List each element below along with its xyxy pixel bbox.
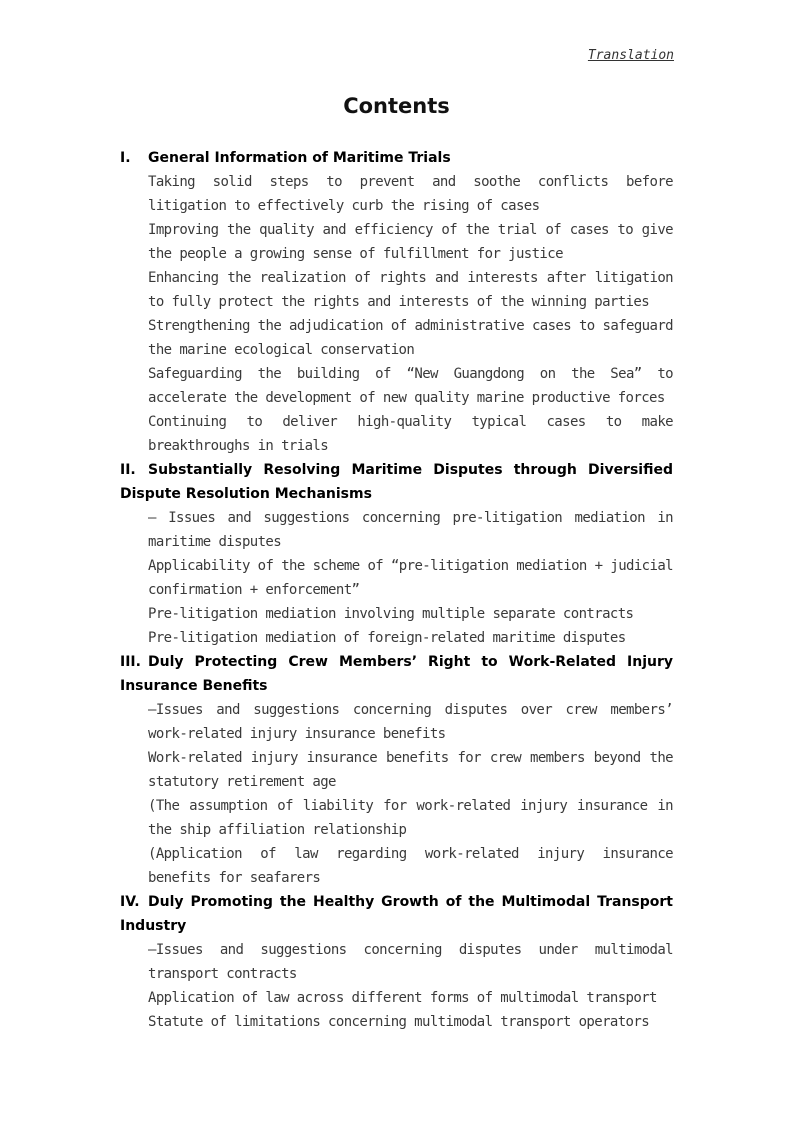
toc-item[interactable]: Pre-litigation mediation involving multiple separate contracts	[148, 606, 634, 622]
section-number: III.	[120, 654, 141, 670]
toc-item[interactable]: Safeguarding the building of “New Guangdong on the Sea” to accelerate the development of new quality marine productive forces	[148, 366, 673, 406]
toc-item[interactable]: — Issues and suggestions concerning pre-litigation mediation in maritime disputes	[148, 510, 673, 550]
toc-section-3	[120, 650, 673, 890]
section-heading[interactable]	[120, 650, 673, 698]
toc-item[interactable]: Applicability of the scheme of “pre-litigation mediation + judicial confirmation + enforcement”	[148, 558, 673, 598]
page-title: Contents	[343, 94, 450, 118]
section-number: I.	[120, 150, 131, 166]
toc-item[interactable]: Statute of limitations concerning multimodal transport operators	[148, 1014, 650, 1030]
section-number: II.	[120, 462, 136, 478]
toc-item[interactable]: (Application of law regarding work-related injury insurance benefits for seafarers	[148, 846, 673, 886]
table-of-contents	[120, 146, 673, 1034]
section-heading[interactable]	[120, 890, 673, 938]
toc-section-4	[120, 890, 673, 1034]
section-heading[interactable]	[120, 458, 673, 506]
toc-item[interactable]: —Issues and suggestions concerning disputes over crew members’ work-related injury insurance benefits	[148, 702, 673, 742]
toc-item[interactable]: (The assumption of liability for work-related injury insurance in the ship affiliation relationship	[148, 798, 673, 838]
toc-item[interactable]: Strengthening the adjudication of administrative cases to safeguard the marine ecological conservation	[148, 318, 673, 358]
toc-item[interactable]: Improving the quality and efficiency of the trial of cases to give the people a growing sense of fulfillment for justice	[148, 222, 673, 262]
toc-item[interactable]: —Issues and suggestions concerning disputes under multimodal transport contracts	[148, 942, 673, 982]
toc-item[interactable]: Enhancing the realization of rights and interests after litigation to fully protect the rights and interests of the winning parties	[148, 270, 673, 310]
section-number: IV.	[120, 894, 140, 910]
toc-item[interactable]: Continuing to deliver high-quality typical cases to make breakthroughs in trials	[148, 414, 673, 454]
toc-section-1	[120, 146, 673, 458]
section-title: Substantially Resolving Maritime Disputes through Diversified Dispute Resolution Mechanisms	[120, 462, 673, 502]
section-heading[interactable]	[120, 146, 673, 170]
toc-section-2	[120, 458, 673, 650]
toc-item[interactable]: Application of law across different forms of multimodal transport	[148, 990, 657, 1006]
section-title: Duly Protecting Crew Members’ Right to Work-Related Injury Insurance Benefits	[120, 654, 673, 694]
translation-label: Translation	[587, 48, 674, 63]
toc-item[interactable]: Work-related injury insurance benefits for crew members beyond the statutory retirement age	[148, 750, 673, 790]
toc-item[interactable]: Pre-litigation mediation of foreign-related maritime disputes	[148, 630, 626, 646]
toc-item[interactable]: Taking solid steps to prevent and soothe conflicts before litigation to effectively curb the rising of cases	[148, 174, 673, 214]
section-title: General Information of Maritime Trials	[148, 150, 451, 166]
section-title: Duly Promoting the Healthy Growth of the Multimodal Transport Industry	[120, 894, 673, 934]
